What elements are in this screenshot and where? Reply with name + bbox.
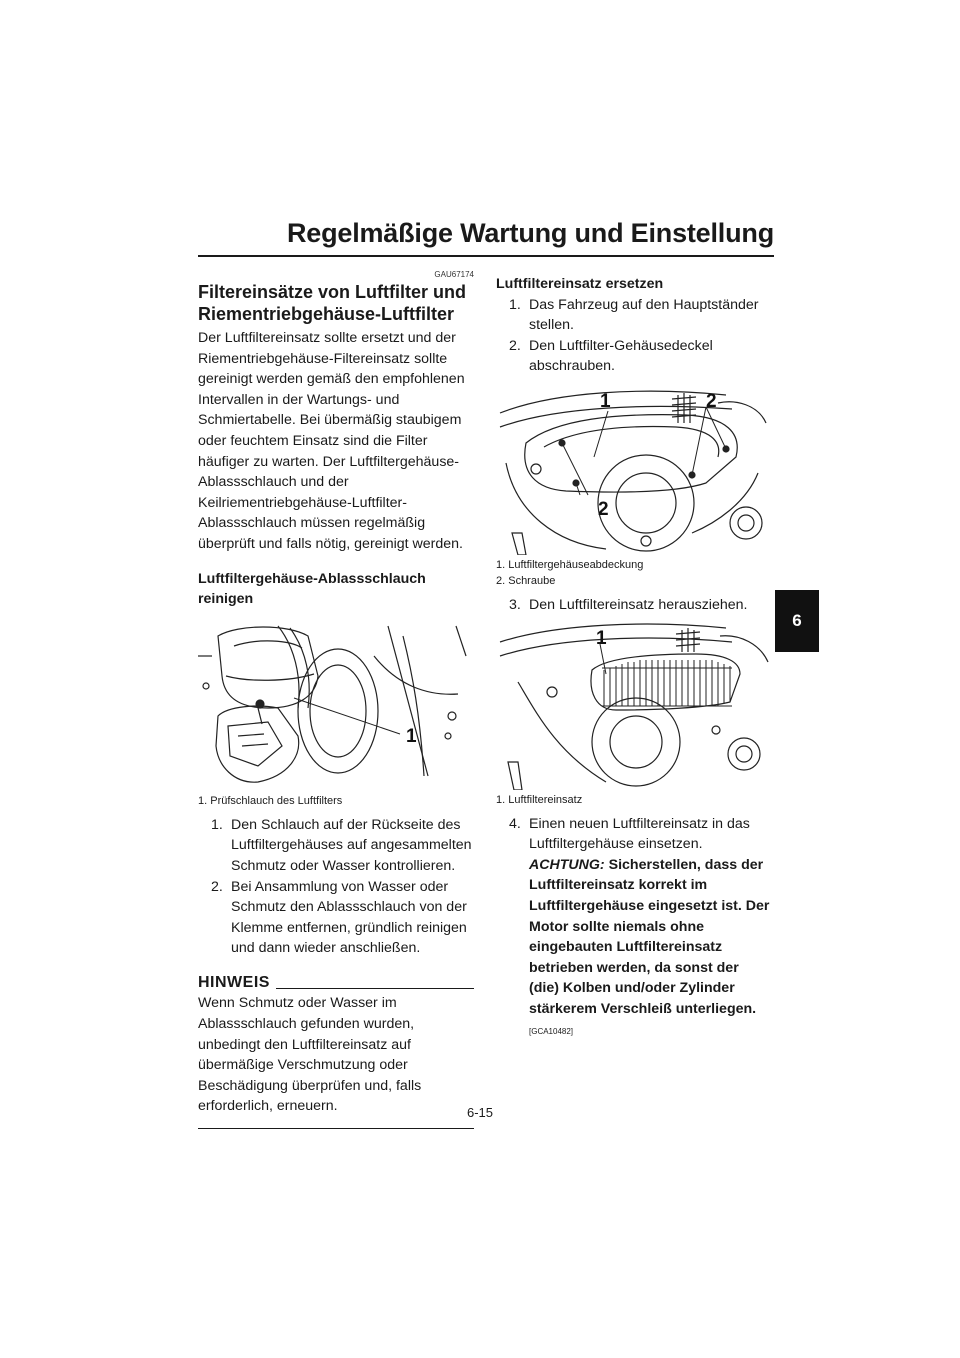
step-text: Den Schlauch auf der Rückseite des Luftfiltergehäuses auf angesammelten Schmutz oder Wasser kontrollieren. xyxy=(231,816,472,874)
chapter-tab: 6 xyxy=(775,590,819,652)
caution-label: ACHTUNG: xyxy=(529,856,605,873)
step-number: 2. xyxy=(509,337,521,354)
step-item xyxy=(198,877,474,959)
figure-caption: 2. Schraube xyxy=(496,574,556,587)
figure-caption: 1. Luftfiltergehäuseabdeckung xyxy=(496,558,644,571)
page-number: 6-15 xyxy=(466,1105,494,1120)
steps-list xyxy=(496,595,772,616)
step-item xyxy=(496,595,772,616)
caution-text: Sicherstellen, dass der Luftfiltereinsatz korrekt im Luftfiltergehäuse eingesetzt ist. Der Motor sollte niemals ohne eingebauten Luftfiltereinsatz betrieben werden, da sonst der (die) Kolben und/oder Zylinder stärkerem Verschleiß unterliegen. xyxy=(529,856,770,1017)
step-item xyxy=(496,814,772,1043)
callout-1: 1 xyxy=(596,627,607,649)
document-code: GAU67174 xyxy=(434,270,474,279)
section-title: Filtereinsätze von Luftfilter und Riementriebgehäuse-Luftfilter xyxy=(198,282,467,324)
figure-caption: 1. Prüfschlauch des Luftfilters xyxy=(198,794,343,807)
intro-paragraph: Der Luftfiltereinsatz sollte ersetzt und der Riementriebgehäuse-Filtereinsatz sollte gereinigt werden gemäß den empfohlenen Intervallen in der Wartungs- und Schmiertabelle. Bei übermäßig staubigem oder feuchtem Einsatz sind die Filter häufiger zu warten. Der Luftfiltergehäuse-Ablassschlauch und der Keilriementriebgehäuse-Luftfilter-Ablassschlauch müssen regelmäßig überprüft und falls nötig, gereinigt werden. xyxy=(198,330,465,552)
step-text: Den Luftfiltereinsatz herausziehen. xyxy=(529,596,748,613)
step-text: Das Fahrzeug auf den Hauptständer stellen. xyxy=(529,296,759,334)
subheading-drain-hose: Luftfiltergehäuse-Ablassschlauch reinigen xyxy=(198,570,426,608)
left-column xyxy=(198,270,474,1129)
note-end-rule xyxy=(198,1128,474,1129)
steps-list xyxy=(198,815,474,959)
steps-list xyxy=(496,814,772,1043)
step-text: Einen neuen Luftfiltereinsatz in das Luftfiltergehäuse einsetzen. xyxy=(529,815,750,853)
callout-2: 2 xyxy=(706,390,717,412)
step-number: 1. xyxy=(509,296,521,313)
filter-cover-illustration xyxy=(496,383,772,555)
callout-2-lower: 2 xyxy=(598,498,609,520)
step-number: 3. xyxy=(509,596,521,613)
step-item xyxy=(198,815,474,877)
step-number: 1. xyxy=(211,816,223,833)
filter-element-illustration xyxy=(496,622,772,790)
step-item xyxy=(496,336,772,377)
figure-filter-cover xyxy=(496,383,772,555)
caution-reference: [GCA10482] xyxy=(529,1026,574,1036)
callout-1: 1 xyxy=(600,390,611,412)
note-rule xyxy=(276,988,474,989)
steps-list xyxy=(496,295,772,377)
step-text: Bei Ansammlung von Wasser oder Schmutz den Ablassschlauch von der Klemme entfernen, gründlich reinigen und dann wieder anschließen. xyxy=(231,878,467,957)
right-column xyxy=(496,274,772,1042)
callout-1: 1 xyxy=(406,725,417,747)
header-rule xyxy=(198,255,774,257)
note-text: Wenn Schmutz oder Wasser im Ablassschlauch gefunden wurden, unbedingt den Luftfiltereinsatz auf übermäßige Verschmutzung oder Beschädigung überprüfen und, falls erforderlich, erneuern. xyxy=(198,995,422,1115)
step-number: 4. xyxy=(509,815,521,832)
step-item xyxy=(496,295,772,336)
figure-drain-hose xyxy=(198,616,474,791)
step-text: Den Luftfilter-Gehäusedeckel abschrauben. xyxy=(529,337,713,375)
figure-caption: 1. Luftfiltereinsatz xyxy=(496,793,583,806)
drain-hose-illustration xyxy=(198,616,474,791)
note-title: HINWEIS xyxy=(198,973,270,991)
figure-filter-element xyxy=(496,622,772,790)
subheading-replace-filter: Luftfiltereinsatz ersetzen xyxy=(496,276,664,292)
note-heading xyxy=(198,973,474,994)
step-number: 2. xyxy=(211,878,223,895)
page-header-title: Regelmäßige Wartung und Einstellung xyxy=(286,218,774,248)
